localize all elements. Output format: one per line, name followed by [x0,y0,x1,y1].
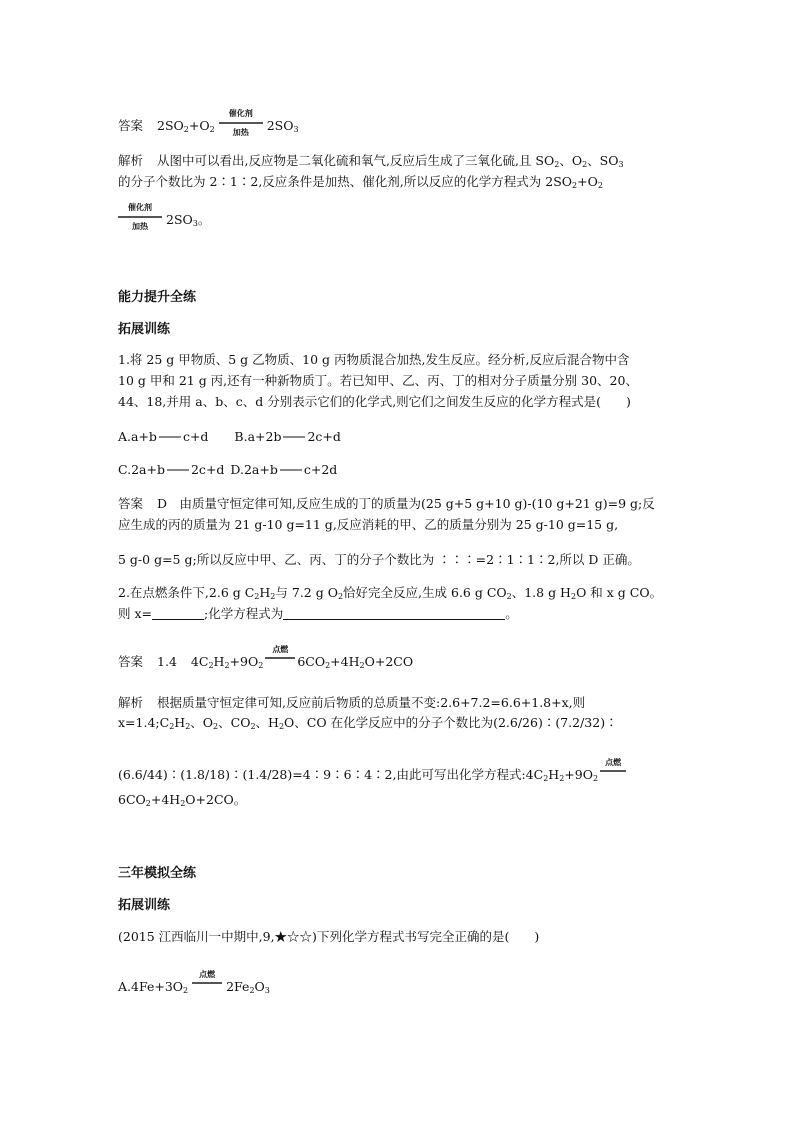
equation-bar [265,657,295,659]
subscript: 2 [169,722,175,731]
section-subtitle: 拓展训练 [118,898,171,913]
explanation-3-line-4 [118,791,246,809]
equation-reactant: 2SO [157,118,184,133]
subscript: 2 [145,799,151,808]
subscript: 2 [213,722,219,731]
option-b-left: B.a+2b [234,429,282,444]
subscript: 2 [554,160,560,169]
subscript: 2 [592,774,599,783]
subscript: 2 [278,722,285,731]
subscript: 2 [543,774,549,783]
answer-3 [118,645,414,671]
subscript: 2 [249,986,255,995]
equation-bar [600,770,626,772]
option-a-right: 2Fe [226,979,250,994]
option-c-left: C.2a+b [118,462,165,477]
equation-reactant: +O [188,118,210,133]
option-d-right: c+2d [303,462,338,477]
explanation-1-line-2 [118,173,603,191]
explanation-3-line-1 [118,694,585,712]
answer-1 [118,109,299,137]
text: ;化学方程式为 [204,606,284,621]
explanation-3-line-3 [118,758,626,784]
text: 根据质量守恒定律可知,反应前后物质的总质量不变:2.6+7.2=6.6+1.8+x,则 [157,695,586,710]
subscript: 2 [183,986,189,995]
option-b-right: 2c+d [307,429,341,444]
answer-label: 答案 [118,654,144,669]
reaction-condition [600,758,626,783]
equation-product: 6CO [297,654,326,669]
question-3-line-1: (2015 江西临川一中期中,9,★☆☆)下列化学方程式书写完全正确的是( ) [118,929,540,944]
equation-product: 2SO [266,118,294,133]
text: (6.6/44)∶(1.8/18)∶(1.4/28)=4∶9∶6∶4∶2,由此可写出化学方程式:4C [118,767,544,782]
subscript: 3 [264,986,270,995]
subscript: 2 [208,661,214,670]
explanation-label: 解析 [118,695,144,710]
subscript: 2 [325,661,331,670]
text: H [174,715,186,730]
subscript: 2 [572,181,578,190]
answer-2-line-2: 应生成的丙的质量为 21 g-10 g=11 g,反应消耗的甲、乙的质量分别为 25 g-10 g=15 g, [118,517,619,532]
question-3-option-a[interactable] [118,970,270,996]
section-title: 能力提升全练 [118,290,197,305]
condition-heat: 加热 [132,222,148,231]
section-title: 三年模拟全练 [118,866,197,881]
subscript: 2 [250,722,256,731]
answer-2-line-3: 5 g-0 g=5 g;所以反应中甲、乙、丙、丁的分子个数比为 ∶∶∶=2∶1∶1∶2,所以 D 正确。 [118,552,640,567]
equation-bar [192,982,222,984]
option-d[interactable] [230,462,337,477]
question-2-line-1 [118,584,662,602]
equation-product: +4H [330,654,360,669]
option-c[interactable] [118,462,224,477]
answer-value: 1.4 [157,654,177,669]
question-2-line-2 [118,605,518,623]
answer-blank-equation[interactable] [283,606,505,620]
subscript: 2 [506,592,512,601]
explanation-1-line-3 [118,203,211,231]
answer-2-line-1 [118,495,655,513]
equation-product: O+2CO。 [185,792,247,807]
equation-product: 2SO [166,212,193,227]
reaction-condition [192,970,222,995]
equation-product: 6CO [118,792,146,807]
reaction-condition [219,109,263,137]
subscript: 2 [258,661,264,670]
subscript: 2 [183,125,189,134]
text: O、CO 在化学反应中的分子个数比为(2.6/26)∶(7.2/32)∶ [284,715,618,730]
text: x=1.4;C [118,715,170,730]
option-b[interactable] [234,429,340,444]
subscript: 2 [270,592,276,601]
equals-bar [283,436,305,438]
subscript: 2 [185,722,191,731]
section-subtitle: 拓展训练 [118,322,171,337]
subscript: 2 [582,160,588,169]
text: 、O [190,715,214,730]
condition-ignite: 点燃 [605,758,622,767]
text: 、CO [218,715,251,730]
question-1-line-3: 44、18,并用 a、b、c、d 分别表示它们的化学式,则它们之间发生反应的化学方程式是( ) [118,394,631,409]
question-1-line-1: 1.将 25 g 甲物质、5 g 乙物质、10 g 丙物质混合加热,发生反应。经分析,反应后混合物中含 [118,352,630,367]
text: H [548,767,560,782]
equation-reactant: +9O [229,654,259,669]
text: 、H [255,715,279,730]
condition-catalyst: 催化剂 [128,203,152,212]
explanation-label: 解析 [118,153,144,168]
text: +O [577,174,598,189]
option-a-right: O [254,979,265,994]
option-a-left: A.4Fe+3O [118,979,184,994]
question-1-line-2: 10 g 甲和 21 g 丙,还有一种新物质丁。若已知甲、乙、丙、丁的相对分子质量分别 30、20、 [118,373,638,388]
subscript: 2 [224,661,230,670]
option-a[interactable] [118,429,208,444]
answer-label: 答案 [118,118,144,133]
text: +9O [564,767,593,782]
text: 、SO [587,153,619,168]
equals-bar [167,469,189,471]
text: H [259,585,271,600]
text: 恰好完全反应,生成 6.6 g CO [343,585,507,600]
equation-reactant: 4C [190,654,209,669]
subscript: 2 [570,592,577,601]
equals-bar [280,469,302,471]
text: 。 [505,606,518,621]
subscript: 2 [209,125,215,134]
subscript: 3 [293,125,299,134]
text: 的分子个数比为 2∶1∶2,反应条件是加热、催化剂,所以反应的化学方程式为 2SO [118,174,573,189]
equals-bar [159,436,181,438]
question-1-options-cd [118,461,337,479]
text: 从图中可以看出,反应物是二氧化硫和氧气,反应后生成了三氧化硫,且 SO [157,153,555,168]
answer-blank-x[interactable] [152,606,204,620]
text: O 和 x g CO。 [576,585,663,600]
question-1-options-ab [118,428,341,446]
reaction-condition [265,645,295,670]
text: 。 [197,212,211,227]
subscript: 2 [359,661,365,670]
equation-product: +4H [150,792,181,807]
equation-product: O+2CO [364,654,414,669]
explanation-1-line-1 [118,152,624,170]
condition-heat: 加热 [232,128,249,137]
text: 与 7.2 g O [275,585,338,600]
subscript: 2 [180,799,186,808]
condition-ignite: 点燃 [272,645,289,654]
text: 2.在点燃条件下,2.6 g C [118,585,255,600]
condition-ignite: 点燃 [199,970,216,979]
text: 则 x= [118,606,152,621]
subscript: 2 [337,592,344,601]
option-a-right: c+d [182,429,209,444]
option-d-left: D.2a+b [230,462,278,477]
equation-reactant: H [213,654,225,669]
subscript: 2 [597,181,603,190]
option-c-right: 2c+d [190,462,225,477]
text: 、O [559,153,583,168]
answer-label: 答案 [118,496,144,511]
subscript: 3 [192,219,198,228]
text: D 由质量守恒定律可知,反应生成的丁的质量为(25 g+5 g+10 g)-(10 g+21 g)=9 g;反 [157,496,655,511]
option-a-left: A.a+b [118,429,157,444]
subscript: 3 [618,160,624,169]
subscript: 2 [559,774,565,783]
text: 、1.8 g H [511,585,571,600]
explanation-3-line-2 [118,714,618,732]
reaction-condition [118,203,162,231]
subscript: 2 [254,592,260,601]
condition-catalyst: 催化剂 [228,109,253,118]
